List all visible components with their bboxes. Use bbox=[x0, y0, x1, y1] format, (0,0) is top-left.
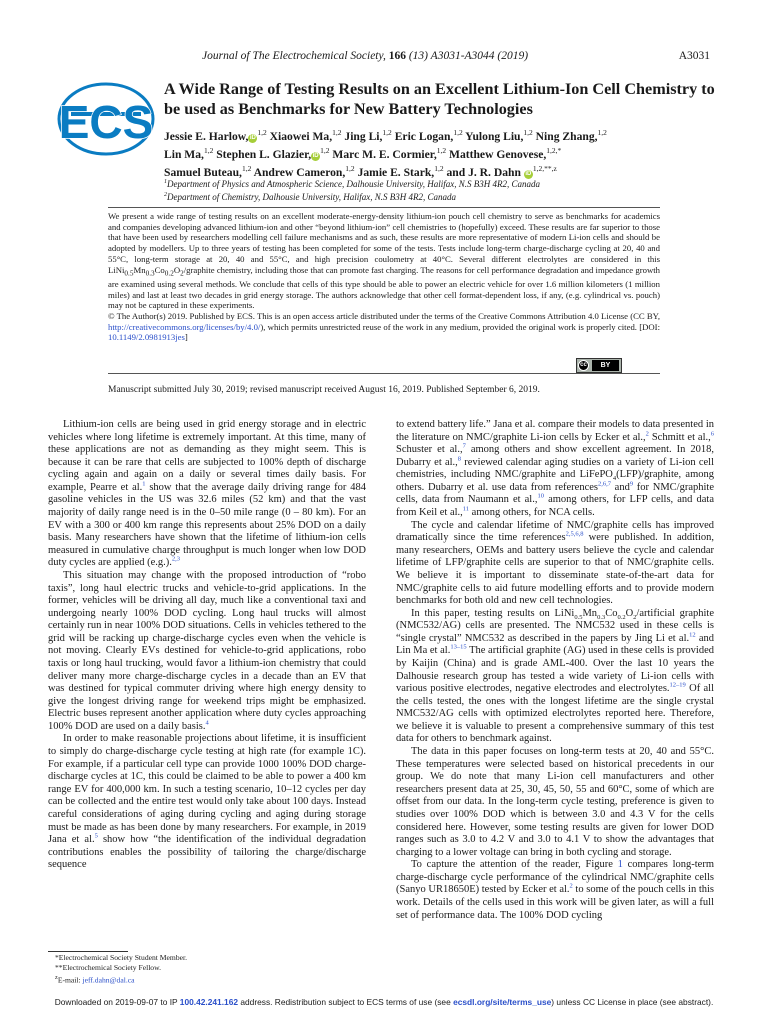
citation-link[interactable]: 4 bbox=[205, 719, 209, 727]
download-text: Downloaded on 2019-09-07 to IP bbox=[54, 997, 180, 1007]
text: The artificial graphite (AG) used in these cells is provided by Kaijin (China) and is grade AML-400. Over the last 10 years the Dalhousie research group has tested a wide variety of Li-ion cells with various positive electrodes, negative electrodes and electrolytes. bbox=[396, 645, 714, 695]
citation-link[interactable]: 2,5,6,8 bbox=[565, 530, 584, 538]
affiliation-mark: 1,2 bbox=[241, 164, 252, 174]
subscript: 4 bbox=[612, 475, 617, 483]
author-name: Andrew Cameron, bbox=[253, 165, 346, 179]
author-list bbox=[164, 126, 724, 180]
paragraph bbox=[396, 746, 714, 859]
author-name: Eric Logan, bbox=[394, 129, 454, 143]
paragraph bbox=[396, 520, 714, 608]
abstract-part: We present a wide range of testing results on an excellent moderate-energy-density lithium-ion pouch cell chemistry to serve as benchmarks for academics and companies developing advanced lithium-ion and other “beyond lithium-ion” cell chemistries to (hopefully) exceed. These results are far superior to those that have been used by researchers modelling cell failure mechanisms and as such, these results are more representative of modern Li-ion cells and should be adopted by modellers. Up to three years of testing has been completed for some of the tests. Tests include long-term charge-discharge cycling at 20, 40 and 55°C, long-term storage at 20, 40 and 55°C, and high precision coulometry at 40°C. Several different electrolytes are considered in this LiNi bbox=[108, 211, 660, 275]
text: (LFP)/graphite, among others. Dubarry et al. use data from references bbox=[396, 469, 715, 493]
text: Mn bbox=[582, 607, 598, 619]
subscript: 0.5 bbox=[574, 613, 583, 621]
logo-text: ECS bbox=[58, 96, 154, 148]
author-name: Jamie E. Stark, bbox=[357, 165, 435, 179]
author-name: Matthew Genovese, bbox=[449, 147, 547, 161]
text: among others and show excellent agreement. In 2018, Dubarry et al., bbox=[396, 444, 714, 468]
paragraph bbox=[48, 419, 366, 570]
author-name: and J. R. Dahn bbox=[446, 165, 521, 179]
text: to extend battery life.” Jana et al. compare their models to data presented in the literature on NMC/graphite Li-ion cells by Ecker et al., bbox=[396, 419, 714, 443]
subscript: 0.5 bbox=[124, 269, 134, 278]
text: Lithium-ion cells are being used in grid energy storage and in electric vehicles where long lifetime is extremely important. At this time, many of these applications are not as demanding as they might seem. This is because it can be rare that cells are subjected to 100% depth of discharge cycling again and again on a daily or several times daily basis. For example, Pearre et al. bbox=[48, 419, 366, 493]
author-name: Xiaowei Ma, bbox=[269, 129, 333, 143]
subscript: 0.3 bbox=[597, 613, 606, 621]
text: compares long-term charge-discharge cycle performance of the cylindrical NMC/graphite cells (Sanyo UR18650E) tested by Ecker et al. bbox=[396, 859, 715, 896]
text: This situation may change with the proposed introduction of “robo taxis”, long haul electric trucks and vehicle-to-grid applications. In the former, vehicles will be driving all day, much like a conventional taxi and undergoing nearly 100% DOD cycling. Long haul trucks will almost certainly run in near 100% DOD situations. Cells in vehicles tethered to the grid will be racking up charge-discharge cycles even when the vehicle is not moving. Clearly EVs destined for vehicle-to-grid applications, robo taxis or long haul trucking, would favor a lithium-ion chemistry that could deliver many more charge-discharge cycles in a decade than an EV that was destined for typical commuter driving where high energy density to give the longest driving range for weekend trips might be emphasized. Electric buses represent another application where duty cycles approaching 100% DOD are used on a daily basis. bbox=[48, 569, 366, 732]
text: Co bbox=[605, 607, 618, 619]
author-name: Samuel Buteau, bbox=[164, 165, 242, 179]
cc-icon: cc bbox=[578, 360, 589, 371]
citation-link[interactable]: 9 bbox=[629, 480, 634, 488]
author-name: Stephen L. Glazier, bbox=[216, 147, 312, 161]
abstract-part: Mn bbox=[133, 264, 146, 275]
citation-link[interactable]: 11 bbox=[462, 505, 470, 513]
paragraph bbox=[396, 419, 714, 520]
text: among others, for NCA cells. bbox=[469, 507, 595, 519]
citation-link[interactable]: 6 bbox=[710, 430, 715, 438]
running-head bbox=[0, 50, 768, 64]
citation-link[interactable]: 2,6,7 bbox=[597, 480, 611, 488]
text: In this paper, testing results on LiNi bbox=[411, 607, 575, 619]
ip-address: 100.42.241.162 bbox=[179, 997, 239, 1007]
author-line-2 bbox=[164, 144, 724, 162]
subscript: 2 bbox=[633, 613, 637, 621]
text: O bbox=[625, 607, 634, 619]
text: to some of the pouch cells in this work. Details of the cells used in this work will be given later, as will a full set of performance data. The 100% DOD cycling bbox=[396, 884, 714, 921]
download-text: ) unless CC License in place (see abstract). bbox=[551, 997, 714, 1007]
text: /artificial graphite (NMC532/AG) cells are presented. The NMC532 used in these cells is “single crystal” NMC532 as described in the papers by Jing Li et al. bbox=[396, 607, 714, 644]
download-text: address. Redistribution subject to ECS terms of use (see bbox=[238, 997, 454, 1007]
text: reviewed calendar aging studies on a variety of Li-ion cell chemistries, including NMC/graphite and LiFePO bbox=[396, 456, 714, 481]
text: for NMC/graphite cells, data from Naumann et al., bbox=[396, 481, 714, 506]
text: Schmitt et al., bbox=[648, 431, 711, 443]
affiliations bbox=[164, 177, 724, 203]
body-column-left bbox=[48, 419, 366, 872]
email-link[interactable]: jeff.dahn@dal.ca bbox=[82, 975, 135, 985]
text: show how “the identification of the individual degradation contributions enables the possibility of tailoring the charge/discharge sequence bbox=[48, 834, 367, 871]
license-link[interactable]: http://creativecommons.org/licenses/by/4.0/ bbox=[108, 321, 261, 332]
orcid-icon[interactable]: iD bbox=[525, 170, 532, 177]
footnote-student: *Electrochemical Society Student Member. bbox=[55, 953, 188, 962]
abstract-part: /graphite chemistry, including those that can promote fast charging. The reasons for cell performance degradation and impedance growth are examined using several methods. We conclude that cells of this type should be able to power an electric vehicle for over 1.6 million kilometers (1 million miles) and last at least two decades in grid energy storage. The authors acknowledge that other cell format-dependent loss, if any, (e.g. cylindrical vs. pouch) may not be captured in these experiments. bbox=[108, 264, 660, 311]
orcid-icon[interactable]: iD bbox=[249, 134, 256, 141]
affiliation-mark: 1,2 bbox=[345, 164, 355, 174]
footnote-email bbox=[55, 973, 187, 986]
subscript: 0.3 bbox=[145, 269, 155, 278]
author-name: Lin Ma, bbox=[164, 147, 204, 161]
copyright-text: © The Author(s) 2019. Published by ECS. This is an open access article distributed under the terms of the Creative Commons Attribution 4.0 License (CC BY, bbox=[108, 311, 660, 322]
citation-link[interactable]: 8 bbox=[457, 455, 462, 463]
journal-citation: Journal of The Electrochemical Society, 166 (13) A3031-A3044 (2019) bbox=[202, 50, 529, 62]
journal-name: Journal of The Electrochemical Society bbox=[202, 50, 383, 62]
affiliation-mark: 1,2 bbox=[320, 146, 330, 156]
text: The cycle and calendar lifetime of NMC/graphite cells has improved dramatically since the time references bbox=[396, 519, 714, 544]
abstract-part: Co bbox=[154, 264, 165, 275]
email-label: E-mail: bbox=[57, 975, 83, 985]
text: The data in this paper focuses on long-term tests at 20, 40 and 55°C. These temperatures were selected based on historical precedents in our group. We do note that many Li-ion cell manufacturers and other researchers present data at 25, 30, 45, 50, 55 and 60°C, some of which are offset from our data. In the long-term cycle testing, preference is given to studies over 100% DOD which is between 3.0 and 4.3 V for the cells considered here. However, some testing results are given for lower DOD ranges such as 3.0 to 4.2 V and 3.0 to 4.1 V to show the advantages that charging to a lower voltage can bring in both cycling and storage. bbox=[396, 746, 714, 858]
body-column-right bbox=[396, 419, 714, 922]
text: Of all the cells tested, the ones with the longest lifetime are the single crystal NMC532/AG cells with optimized electrolytes reported here. Therefore, we believe it is valuable to present a comprehensive summary of this test data for others to benchmark against. bbox=[396, 683, 714, 745]
ecs-logo bbox=[57, 82, 155, 156]
page-number: A3031 bbox=[678, 50, 710, 62]
subscript: 2 bbox=[180, 269, 184, 278]
footnote-mark: z bbox=[55, 974, 58, 982]
copyright-text: ), which permits unrestricted reuse of the work in any medium, provided the original work is properly cited. [DOI: bbox=[260, 321, 660, 332]
author-name: Yulong Liu, bbox=[465, 129, 524, 143]
doi-link[interactable]: 10.1149/2.0981913jes bbox=[108, 332, 185, 343]
text: and Lin Ma et al. bbox=[396, 632, 714, 657]
citation-link[interactable]: 7 bbox=[462, 442, 466, 450]
affiliation-mark: 1,2 bbox=[523, 128, 533, 137]
by-label: BY bbox=[592, 360, 619, 371]
affiliation-mark: 1,2 bbox=[453, 128, 463, 137]
affiliation-mark: 1,2 bbox=[434, 164, 444, 174]
citation-link[interactable]: 12 bbox=[689, 631, 696, 639]
affiliation-text: Department of Physics and Atmospheric Science, Dalhousie University, Halifax, N.S B3H 4R2, Canada bbox=[167, 179, 541, 189]
paragraph bbox=[48, 733, 366, 871]
text: Schuster et al., bbox=[396, 444, 463, 456]
subscript: 0.2 bbox=[164, 269, 174, 278]
paragraph bbox=[396, 859, 714, 922]
affiliation-mark: 1,2,**,z bbox=[532, 164, 557, 174]
paragraph bbox=[48, 570, 366, 734]
abstract-part: O bbox=[173, 264, 181, 275]
citation-link[interactable]: 12–19 bbox=[669, 681, 686, 689]
manuscript-dates: Manuscript submitted July 30, 2019; revised manuscript received August 16, 2019. Published September 6, 2019. bbox=[108, 385, 540, 395]
affiliation-text: Department of Chemistry, Dalhousie University, Halifax, N.S B3H 4R2, Canada bbox=[167, 192, 456, 203]
orcid-icon[interactable]: iD bbox=[312, 152, 319, 159]
footnote-fellow: **Electrochemical Society Fellow. bbox=[55, 963, 161, 973]
paragraph bbox=[396, 608, 714, 746]
journal-volume: 166 bbox=[388, 50, 406, 62]
author-name: Jing Li, bbox=[344, 129, 383, 143]
affiliation-mark: 1,2 bbox=[203, 146, 214, 156]
author-name: Marc M. E. Cormier, bbox=[332, 147, 437, 161]
author-name: Ning Zhang, bbox=[535, 129, 598, 143]
text: and bbox=[610, 481, 630, 493]
affiliation-mark: 1,2 bbox=[436, 146, 447, 156]
abstract-text bbox=[108, 211, 660, 343]
abstract-box bbox=[108, 207, 660, 374]
copyright-text: ] bbox=[184, 332, 188, 343]
figure-link[interactable]: 1 bbox=[617, 859, 623, 871]
affiliation-mark: 1,2 bbox=[382, 128, 392, 137]
text: show that the average daily driving range for 484 gasoline vehicles in the US was 32.6 miles (52 km) and that the vast majority of daily range need is in the 0–50 mile range (0 – 80 km). For an EV with a 300 or 400 km range this represents about 25% DOD on a daily basis. Many researchers have shown that the lifetime of lithium-ion cells measured in cumulative charge throughput is much longer when low DOD duty cycles are applied (e.g.). bbox=[48, 481, 366, 569]
paper-title: A Wide Range of Testing Results on an Excellent Lithium-Ion Cell Chemistry to be used as Benchmarks for New Battery Technologies bbox=[164, 80, 715, 118]
affiliation-number: 2 bbox=[164, 192, 167, 199]
affiliation-number: 1 bbox=[164, 179, 167, 185]
citation-link[interactable]: 2 bbox=[645, 430, 649, 438]
download-notice bbox=[0, 997, 768, 1007]
citation-link[interactable]: 2,3 bbox=[171, 555, 181, 563]
citation-link[interactable]: 2 bbox=[569, 882, 573, 890]
citation-link[interactable]: 5 bbox=[94, 832, 98, 840]
affiliation-mark: 1,2 bbox=[257, 128, 267, 137]
footnotes bbox=[55, 953, 187, 986]
cc-by-badge[interactable] bbox=[576, 358, 622, 373]
citation-link[interactable]: 1 bbox=[142, 480, 146, 488]
text: To capture the attention of the reader, Figure bbox=[411, 859, 618, 871]
subscript: 0.2 bbox=[617, 613, 626, 621]
terms-link[interactable]: ecsdl.org/site/terms_use bbox=[453, 997, 552, 1007]
text: In order to make reasonable projections about lifetime, it is insufficient to simply do charge-discharge cycle testing at high rate (for example 1C). For example, if a particular cell type can provide 1000 100% DOD charge-discharge cycles at 1C, this could be claimed to be able to power a 400 km range EV for 400,000 km. In such a testing scenario, 10–12 cycles per day can be collected and the entire test would only take about 100 days. Instead careful considerations of aging during cycling and aging during storage must be made as has been done by many researchers. For example, in 2019 Jana et al. bbox=[48, 733, 366, 846]
citation-link[interactable]: 10 bbox=[537, 492, 544, 500]
text: among others, for LFP cells, and data from Keil et al., bbox=[396, 494, 714, 519]
affiliation-mark: 1,2 bbox=[597, 128, 607, 137]
text: were published. In addition, many researchers, OEMs and battery users believe the cycle and calendar lifetime of LFP/graphite cells are superior to that of NMC/graphite cells. We believe it is important to disseminate state-of-the-art data for NMC/graphite cells to aid future modelling efforts and to provide modern benchmarks for both old and new cell technologies. bbox=[396, 532, 714, 607]
affiliation-2 bbox=[164, 190, 724, 203]
footnote-divider bbox=[48, 951, 128, 952]
author-line-1 bbox=[164, 126, 724, 144]
affiliation-mark: 1,2 bbox=[332, 128, 342, 137]
affiliation-1 bbox=[164, 177, 724, 190]
journal-issue-pages: (13) A3031-A3044 (2019) bbox=[408, 50, 529, 62]
citation-link[interactable]: 13–15 bbox=[450, 643, 467, 651]
affiliation-mark: 1,2,* bbox=[546, 146, 562, 156]
author-name: Jessie E. Harlow, bbox=[164, 129, 249, 143]
